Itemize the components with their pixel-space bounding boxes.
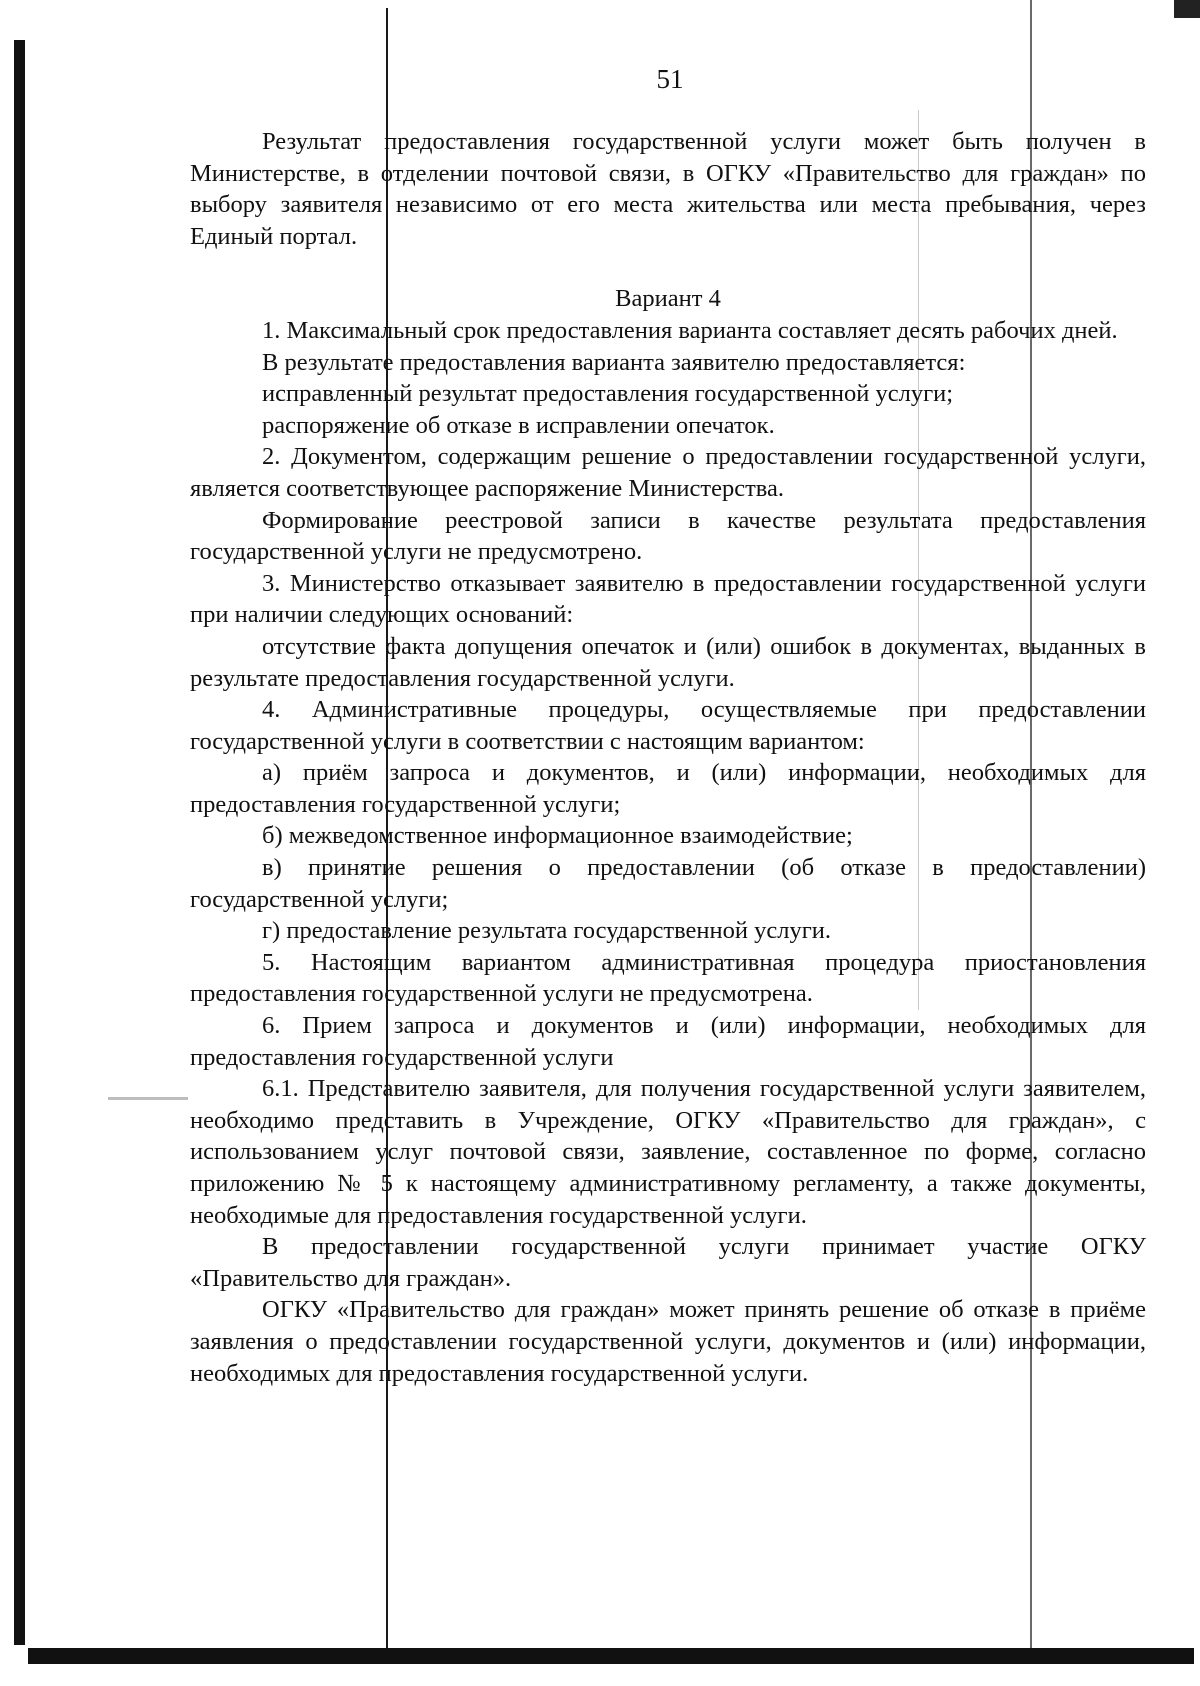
- paragraph: Формирование реестровой записи в качестве результата предоставления государственной услуги не предусмотрено.: [190, 506, 1146, 566]
- section-heading: Вариант 4: [615, 285, 721, 313]
- paragraph: ОГКУ «Правительство для граждан» может принять решение об отказе в приёме заявления о предоставлении государственной услуги, документов и (или) информации, необходимых для предоставления государственной услуги.: [190, 1296, 1146, 1387]
- paragraph: 4. Административные процедуры, осуществляемые при предоставлении государственной услуги в соответствии с настоящим вариантом:: [190, 696, 1146, 755]
- paragraph: а) приём запроса и документов, и (или) информации, необходимых для предоставления государственной услуги;: [190, 759, 1146, 818]
- paragraph: 6.1. Представителю заявителя, для получения государственной услуги заявителем, необходимо представить в Учреждение, ОГКУ «Правительство для граждан», с использованием услуг почтовой связи, заявление, составленное по форме, согласно приложению № 5 к настоящему административному регламенту, а также документы, необходимые для предоставления государственной услуги.: [190, 1075, 1146, 1229]
- paragraph: 6. Прием запроса и документов и (или) информации, необходимых для предоставления государственной услуги: [190, 1012, 1146, 1071]
- paragraph: 1. Максимальный срок предоставления варианта составляет десять рабочих дней.: [262, 316, 1118, 344]
- paragraph: отсутствие факта допущения опечаток и (или) ошибок в документах, выданных в результате предоставления государственной услуги.: [190, 632, 1146, 692]
- document-body: [190, 126, 1146, 1389]
- paragraph: 3. Министерство отказывает заявителю в предоставлении государственной услуги при наличии следующих оснований:: [190, 569, 1146, 629]
- scan-bottom-bar: [28, 1648, 1194, 1664]
- paragraph: исправленный результат предоставления государственной услуги;: [262, 380, 954, 408]
- paragraph: распоряжение об отказе в исправлении опечаток.: [262, 411, 775, 439]
- scan-corner-artifact: [1174, 0, 1200, 18]
- paragraph: 5. Настоящим вариантом административная процедура приостановления предоставления государственной услуги не предусмотрена.: [190, 948, 1146, 1008]
- paragraph: Результат предоставления государственной услуги может быть получен в Министерстве, в отделении почтовой связи, в ОГКУ «Правительство для граждан» по выбору заявителя независимо от его места жительства или места пребывания, через Единый портал.: [190, 128, 1146, 250]
- paragraph: В предоставлении государственной услуги принимает участие ОГКУ «Правительство для граждан».: [190, 1233, 1146, 1292]
- scan-smudge: [108, 1097, 188, 1100]
- scan-edge-shadow: [14, 40, 25, 1645]
- paragraph: г) предоставление результата государственной услуги.: [262, 917, 831, 945]
- paragraph: В результате предоставления варианта заявителю предоставляется:: [262, 348, 966, 376]
- paragraph: 2. Документом, содержащим решение о предоставлении государственной услуги, является соответствующее распоряжение Министерства.: [190, 443, 1146, 502]
- page-number: 51: [656, 64, 684, 94]
- paragraph: б) межведомственное информационное взаимодействие;: [262, 822, 853, 850]
- paragraph: в) принятие решения о предоставлении (об отказе в предоставлении) государственной услуги;: [190, 854, 1146, 913]
